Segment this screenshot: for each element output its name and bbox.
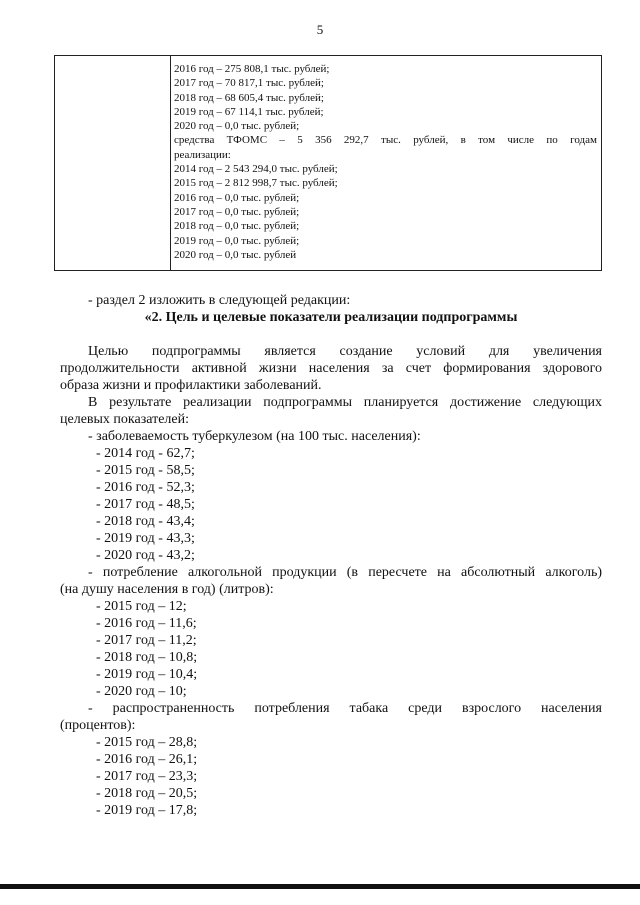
indicator-alcohol-item: - 2017 год – 11,2; bbox=[96, 633, 197, 648]
indicator-tb-item: - 2016 год - 52,3; bbox=[96, 480, 195, 495]
goal-line: образа жизни и профилактики заболеваний. bbox=[60, 378, 322, 393]
indicator-tb-item: - 2019 год - 43,3; bbox=[96, 531, 195, 546]
indicator-tb-item: - 2017 год - 48,5; bbox=[96, 497, 195, 512]
indicator-alcohol-label: - потребление алкогольной продукции (в пересчете на абсолютный алкоголь) bbox=[88, 565, 602, 580]
indicator-alcohol-item: - 2015 год – 12; bbox=[96, 599, 187, 614]
funding-line: 2016 год – 0,0 тыс. рублей; bbox=[174, 191, 300, 204]
document-body bbox=[60, 292, 602, 326]
indicator-tobacco-item: - 2015 год – 28,8; bbox=[96, 735, 198, 750]
indicator-alcohol-item: - 2019 год – 10,4; bbox=[96, 667, 198, 682]
page-bottom-rule bbox=[0, 884, 640, 889]
funding-line: 2020 год – 0,0 тыс. рублей bbox=[174, 248, 297, 261]
result-line: целевых показателей: bbox=[60, 412, 190, 427]
result-line: В результате реализации подпрограммы планируется достижение следующих bbox=[88, 395, 602, 410]
indicator-tb-label: - заболеваемость туберкулезом (на 100 тыс. населения): bbox=[88, 429, 421, 444]
funding-line: 2017 год – 0,0 тыс. рублей; bbox=[174, 205, 300, 218]
funding-line: 2015 год – 2 812 998,7 тыс. рублей; bbox=[174, 177, 338, 190]
funding-table bbox=[54, 55, 602, 271]
funding-line: 2018 год – 0,0 тыс. рублей; bbox=[174, 220, 300, 233]
funding-line: реализации: bbox=[174, 148, 231, 161]
indicator-tb-item: - 2014 год - 62,7; bbox=[96, 446, 195, 461]
indicator-alcohol-label: (на душу населения в год) (литров): bbox=[60, 582, 274, 597]
section-intro: - раздел 2 изложить в следующей редакции: bbox=[88, 293, 351, 308]
goal-paragraph bbox=[60, 343, 602, 819]
indicator-tobacco-label: (процентов): bbox=[60, 718, 136, 733]
indicator-alcohol-item: - 2020 год – 10; bbox=[96, 684, 187, 699]
funding-line: 2020 год – 0,0 тыс. рублей; bbox=[174, 120, 300, 133]
funding-line: 2017 год – 70 817,1 тыс. рублей; bbox=[174, 77, 324, 90]
funding-line: 2014 год – 2 543 294,0 тыс. рублей; bbox=[174, 163, 338, 176]
funding-table-label-cell bbox=[55, 56, 171, 270]
funding-table-value-cell bbox=[171, 56, 601, 270]
goal-line: продолжительности активной жизни населения за счет формирования здорового bbox=[60, 361, 602, 376]
indicator-tobacco-label: - распространенность потребления табака среди взрослого населения bbox=[88, 701, 602, 716]
indicator-alcohol-item: - 2018 год – 10,8; bbox=[96, 650, 198, 665]
indicator-tobacco-item: - 2019 год – 17,8; bbox=[96, 803, 198, 818]
funding-line: 2018 год – 68 605,4 тыс. рублей; bbox=[174, 91, 324, 104]
indicator-tobacco-item: - 2016 год – 26,1; bbox=[96, 752, 198, 767]
indicator-tb-item: - 2018 год - 43,4; bbox=[96, 514, 195, 529]
indicator-tobacco-item: - 2017 год – 23,3; bbox=[96, 769, 198, 784]
funding-line: средства ТФОМС – 5 356 292,7 тыс. рублей, в том числе по годам bbox=[174, 134, 597, 147]
indicator-tb-item: - 2015 год - 58,5; bbox=[96, 463, 195, 478]
goal-line: Целью подпрограммы является создание условий для увеличения bbox=[88, 344, 602, 359]
page-number: 5 bbox=[316, 22, 324, 37]
section-heading: «2. Цель и целевые показатели реализации подпрограммы bbox=[144, 310, 518, 325]
funding-line: 2019 год – 67 114,1 тыс. рублей; bbox=[174, 105, 324, 118]
indicator-alcohol-item: - 2016 год – 11,6; bbox=[96, 616, 197, 631]
funding-line: 2019 год – 0,0 тыс. рублей; bbox=[174, 234, 300, 247]
indicator-tobacco-item: - 2018 год – 20,5; bbox=[96, 786, 198, 801]
funding-line: 2016 год – 275 808,1 тыс. рублей; bbox=[174, 63, 330, 75]
indicator-tb-item: - 2020 год - 43,2; bbox=[96, 548, 195, 563]
